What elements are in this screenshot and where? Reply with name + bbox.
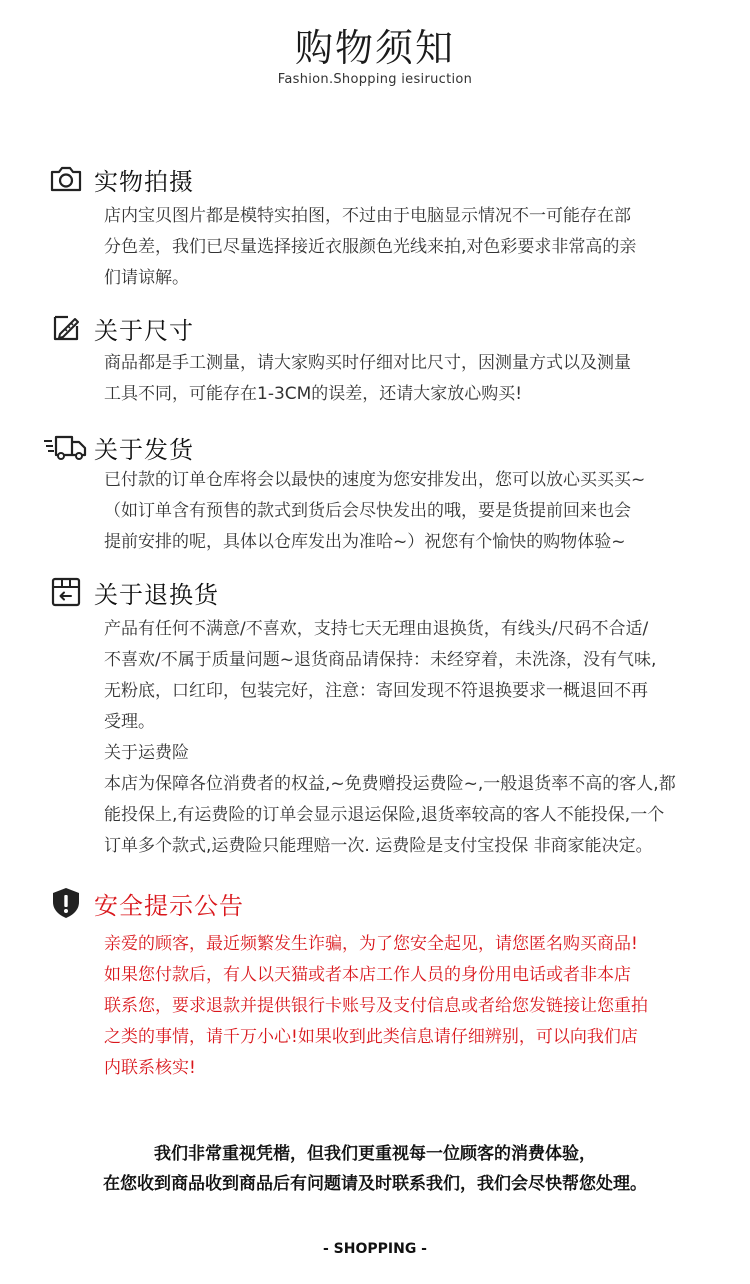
return-box-icon: [48, 574, 84, 610]
footer-mark: - SHOPPING -: [322, 1241, 427, 1257]
section-text: [104, 465, 704, 558]
text-line: 本店为保障各位消费者的权益,~免费赠投运费险~,一般退货率不高的客人,都: [104, 774, 676, 794]
text-line: 无粉底，口红印，包装完好，注意：寄回发现不符退换要求一概退回不再: [104, 681, 648, 701]
text-line: 订单多个款式,运费险只能理赔一次. 运费险是支付宝投保 非商家能决定。: [104, 836, 653, 856]
text-line: （如订单含有预售的款式到货后会尽快发出的哦，要是货提前回来也会: [104, 501, 631, 521]
section-heading: [48, 885, 244, 921]
text-line: 商品都是手工测量，请大家购买时仔细对比尺寸，因测量方式以及测量: [104, 353, 631, 373]
section-heading: [48, 574, 219, 610]
ruler-icon: [48, 310, 84, 346]
text-line: 提前安排的呢，具体以仓库发出为准哈~）祝您有个愉快的购物体验~: [104, 532, 626, 552]
section-heading: [48, 161, 194, 197]
shield-alert-icon: [48, 885, 84, 921]
page-title: 购物须知: [294, 26, 455, 70]
text-line: 分色差，我们已尽量选择接近衣服颜色光线来拍,对色彩要求非常高的亲: [104, 237, 637, 257]
text-line: 内联系核实!: [104, 1058, 196, 1078]
section-title: 实物拍摄: [94, 167, 194, 196]
text-line: 联系您，要求退款并提供银行卡账号及支付信息或者给您发链接让您重拍: [104, 996, 648, 1016]
subheading-freight-insurance: 关于运费险: [104, 743, 189, 763]
text-line: 工具不同，可能存在1-3CM的误差，还请大家放心购买!: [104, 384, 523, 404]
section-title: 安全提示公告: [94, 891, 244, 920]
text-line: 如果您付款后，有人以天猫或者本店工作人员的身份用电话或者非本店: [104, 965, 631, 985]
footer: [0, 1139, 750, 1257]
delivery-truck-icon: [42, 429, 88, 465]
footer-line-1: 我们非常重视凭楷，但我们更重视每一位顾客的消费体验，: [154, 1144, 596, 1164]
text-line: 能投保上,有运费险的订单会显示退运保险,退货率较高的客人不能投保,一个: [104, 805, 665, 825]
text-line: 已付款的订单仓库将会以最快的速度为您安排发出，您可以放心买买买~: [104, 470, 646, 490]
section-text: [104, 348, 704, 410]
text-line: 产品有任何不满意/不喜欢，支持七天无理由退换货，有线头/尺码不合适/: [104, 619, 649, 639]
section-title: 关于退换货: [94, 580, 219, 609]
section-text: [104, 201, 704, 294]
text-line: 受理。: [104, 712, 155, 732]
text-line: 亲爱的顾客，最近频繁发生诈骗，为了您安全起见，请您匿名购买商品!: [104, 934, 638, 954]
section-title: 关于发货: [94, 435, 194, 464]
section-title: 关于尺寸: [94, 316, 194, 345]
text-line: 不喜欢/不属于质量问题~退货商品请保持：未经穿着，未洗涤，没有气味,: [104, 650, 657, 670]
text-line: 们请谅解。: [104, 268, 189, 288]
footer-line-2: 在您收到商品收到商品后有问题请及时联系我们，我们会尽快帮您处理。: [103, 1174, 647, 1194]
page-header: [0, 22, 750, 87]
section-text: [104, 929, 704, 1084]
camera-icon: [48, 161, 84, 197]
text-line: 之类的事情，请千万小心!如果收到此类信息请仔细辨别，可以向我们店: [104, 1027, 638, 1047]
section-text: [104, 614, 704, 862]
section-heading: [42, 429, 194, 465]
text-line: 店内宝贝图片都是模特实拍图，不过由于电脑显示情况不一可能存在部: [104, 206, 631, 226]
page-subtitle: Fashion.Shopping iesiruction: [277, 72, 473, 87]
section-heading: [48, 310, 194, 346]
